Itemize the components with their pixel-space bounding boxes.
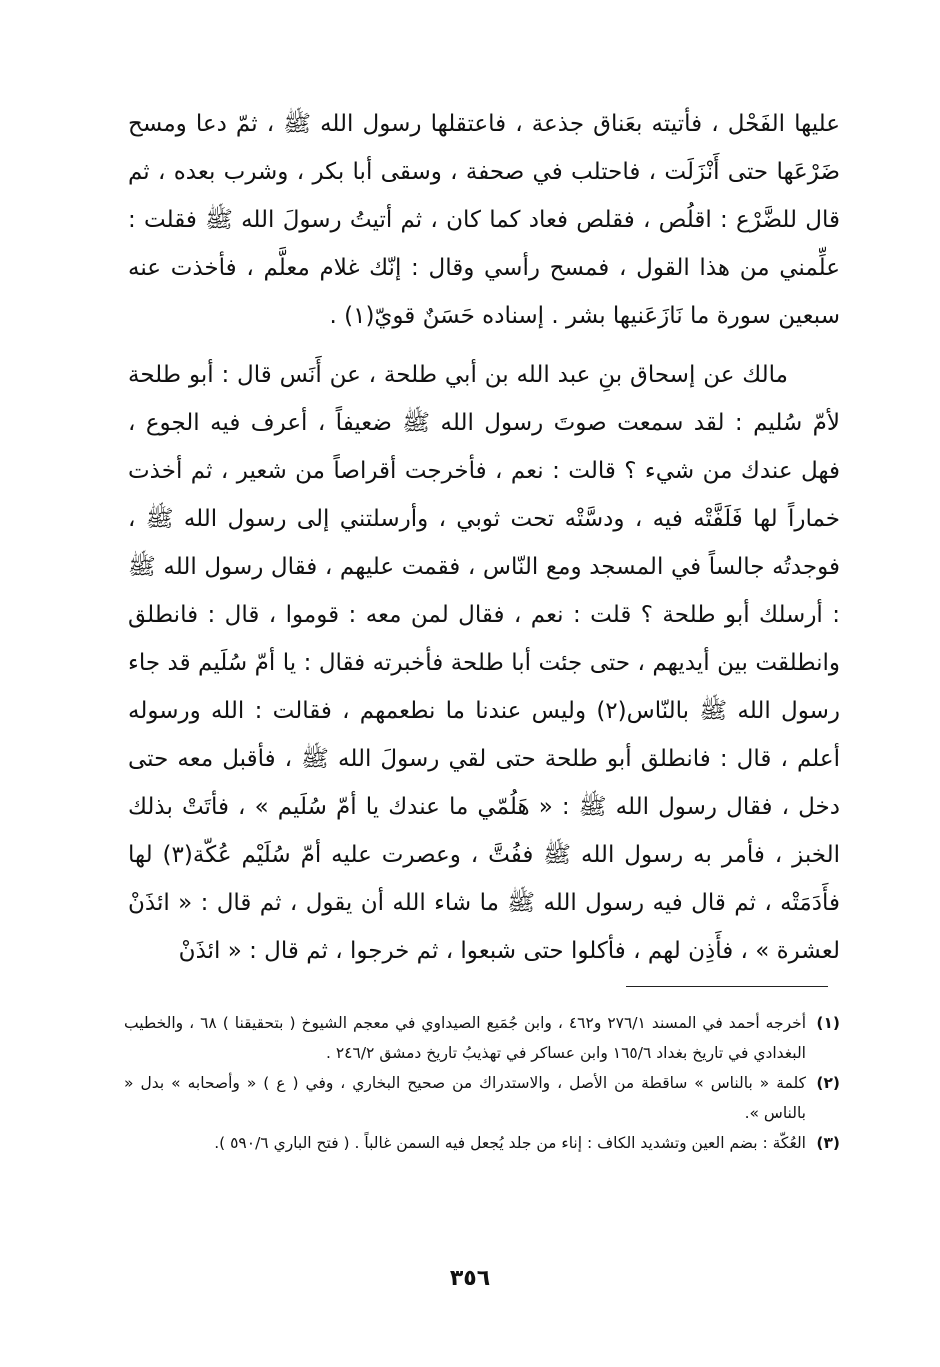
page-number: ٣٥٦ xyxy=(449,1266,491,1291)
footnote-3-number: (٣) xyxy=(816,1134,840,1152)
footnote-1-number: (١) xyxy=(816,1014,840,1032)
paragraph-1 xyxy=(128,100,840,340)
footnote-2-text: كلمة « بالناس » ساقطة من الأصل ، والاستدراك من صحيح البخاري ، وفي ( ع ) « وأصحابه » بدل « بالناس ». xyxy=(124,1074,806,1122)
footnote-2 xyxy=(124,1068,840,1128)
footnote-3 xyxy=(124,1128,840,1158)
footnote-3-text: العُكّة : بضم العين وتشديد الكاف : إناء من جلد يُجعل فيه السمن غالباً . ( فتح الباري ٥٩٠/٦ ). xyxy=(214,1134,806,1152)
footnotes xyxy=(124,1008,840,1158)
paragraph-2-text: مالك عن إسحاق بنِ عبد الله بن أبي طلحة ، عن أَنَس قال : أبو طلحة لأمّ سُليم : لقد سمعت صوتَ رسول الله ﷺ ضعيفاً ، أعرف فيه الجوع ، فهل عندك من شيء ؟ قالت : نعم ، فأخرجت أقراصاً من شعير ، ثم أخذت خماراً لها فَلَفَّتْه فيه ، ودسَّتْه تحت ثوبي ، وأرسلتني إلى رسول الله ﷺ ، فوجدتُه جالساً في المسجد ومع النّاس ، فقمت عليهم ، فقال رسول الله ﷺ : أرسلك أبو طلحة ؟ قلت : نعم ، فقال لمن معه : قوموا ، قال : فانطلق وانطلقت بين أيديهم ، حتى جئت أبا طلحة فأخبرته فقال : يا أمّ سُلَيم قد جاء رسول الله ﷺ بالنّاس(٢) وليس عندنا ما نطعمهم ، فقالت : الله ورسوله أعلم ، قال : فانطلق أبو طلحة حتى لقي رسولَ الله ﷺ ، فأقبل معه حتى دخل ، فقال رسول الله ﷺ : « هَلُمّي ما عندك يا أمّ سُلَيم » ، فأتَتْ بذلك الخبز ، فأمر به رسول الله ﷺ ففُتَّ ، وعصرت عليه أمّ سُلَيْم عُكّة(٣) لها فأَدَمَتْه ، ثم قال فيه رسول الله ﷺ ما شاء الله أن يقول ، ثم قال : « ائذَنْ لعشرة » ، فأَذِن لهم ، فأكلوا حتى شبعوا ، ثم خرجوا ، ثم قال : « ائذَنْ xyxy=(128,362,841,964)
footnote-1-text: أخرجه أحمد في المسند ٢٧٦/١ و٤٦٢ ، وابن جُمَيع الصيداوي في معجم الشيوخ ( بتحقيقنا ) ٦٨ ، والخطيب البغدادي في تاريخ بغداد ١٦٥/٦ وابن عساكر في تهذيبُ تاريخ دمشق ٢٤٦/٢ . xyxy=(124,1014,807,1062)
footnote-1 xyxy=(124,1008,840,1068)
footnote-separator xyxy=(626,986,828,987)
paragraph-1-text: عليها الفَحْل ، فأتيته بعَناق جذعة ، فاعتقلها رسول الله ﷺ ، ثمّ دعا ومسح ضَرْعَها حتى أَنْزَلَت ، فاحتلب في صحفة ، وسقى أبا بكر ، وشرب بعده ، ثم قال للضَّرْع : اقلُص ، فقلص فعاد كما كان ، ثم أتيتُ رسولَ الله ﷺ فقلت : علِّمني من هذا القول ، فمسح رأسي وقال : إنّك غلام معلَّم ، فأخذت عنه سبعين سورة ما نَازَعَنيها بشر . إسناده حَسَنٌ قويّ(١) . xyxy=(128,111,840,329)
footnote-2-number: (٢) xyxy=(816,1074,840,1092)
paragraph-2 xyxy=(128,351,840,975)
